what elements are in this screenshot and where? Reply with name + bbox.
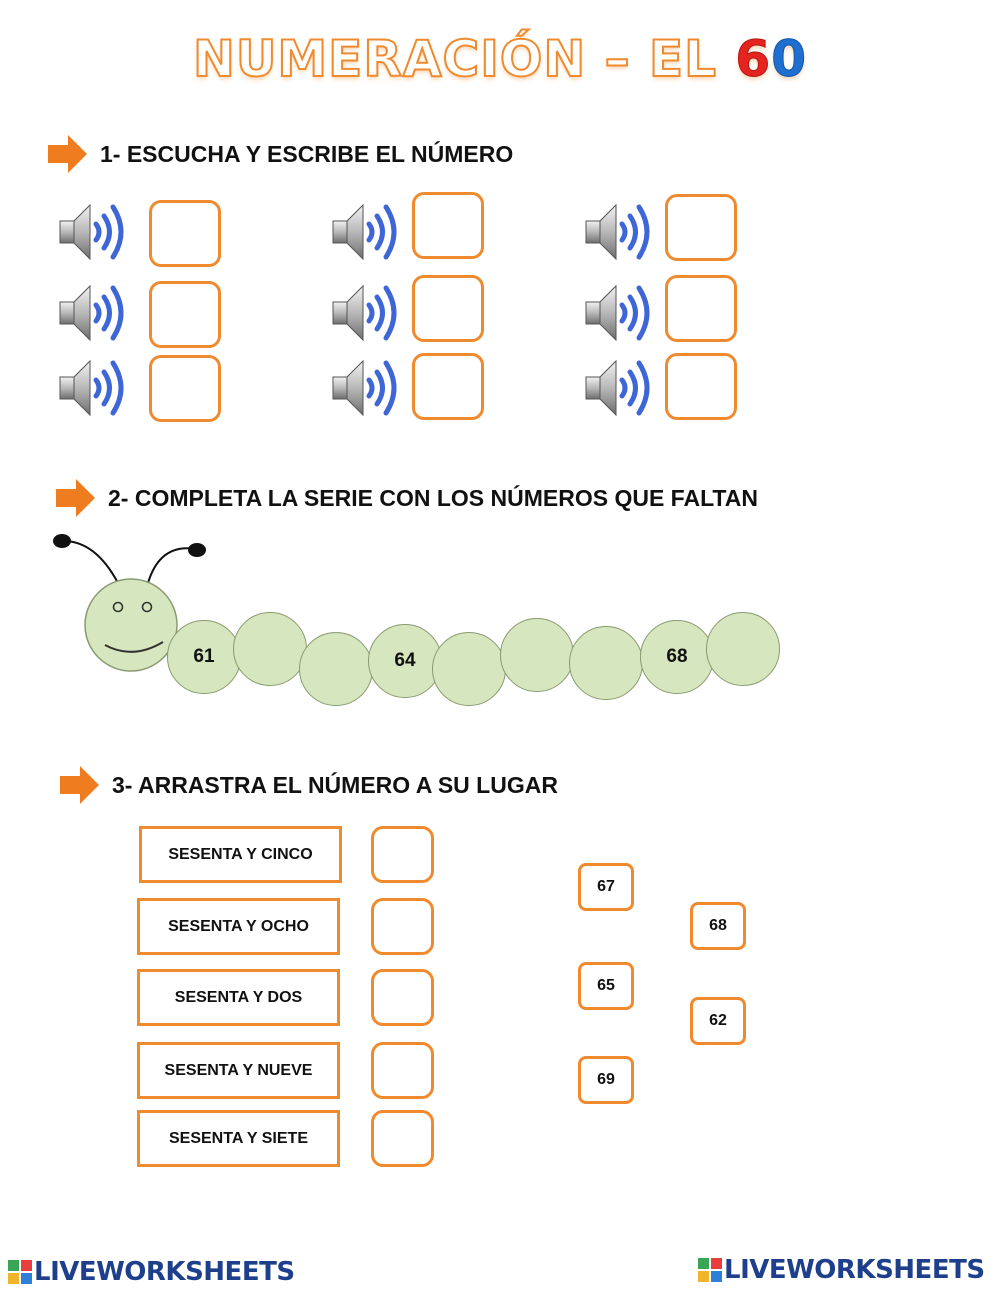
section1-heading (48, 134, 513, 174)
arrow-right-icon (60, 765, 100, 805)
word-card: SESENTA Y DOS (137, 969, 340, 1026)
liveworksheets-logo-left (8, 1256, 295, 1288)
antenna-tip (53, 534, 71, 548)
liveworksheets-logo-icon (8, 1260, 32, 1284)
liveworksheets-logo-right (698, 1254, 985, 1286)
series-cell[interactable]: 68 (640, 620, 714, 694)
series-cell[interactable] (233, 612, 307, 686)
speaker-icon[interactable] (56, 197, 136, 267)
speaker-icon[interactable] (329, 197, 409, 267)
word-card: SESENTA Y CINCO (139, 826, 342, 883)
series-cell[interactable] (706, 612, 780, 686)
drop-target[interactable] (371, 1042, 434, 1099)
section3-heading-text: 3- ARRASTRA EL NÚMERO A SU LUGAR (112, 771, 558, 798)
series-cell[interactable] (569, 626, 643, 700)
series-cell[interactable] (500, 618, 574, 692)
speaker-icon[interactable] (56, 278, 136, 348)
arrow-right-icon (56, 478, 96, 518)
answer-input[interactable] (665, 275, 737, 342)
brand-text: LIVEWORKSHEETS (724, 1255, 985, 1285)
draggable-number-tile[interactable]: 62 (690, 997, 746, 1045)
speaker-icon[interactable] (582, 278, 662, 348)
section3-heading (60, 765, 558, 805)
answer-input[interactable] (149, 281, 221, 348)
word-card: SESENTA Y NUEVE (137, 1042, 340, 1099)
liveworksheets-logo-icon (698, 1258, 722, 1282)
answer-input[interactable] (412, 275, 484, 342)
drop-target[interactable] (371, 826, 434, 883)
answer-input[interactable] (412, 192, 484, 259)
draggable-number-tile[interactable]: 68 (690, 902, 746, 950)
word-card: SESENTA Y SIETE (137, 1110, 340, 1167)
answer-input[interactable] (149, 200, 221, 267)
series-cell[interactable] (432, 632, 506, 706)
answer-input[interactable] (665, 194, 737, 261)
speaker-icon[interactable] (329, 278, 409, 348)
antenna-tip (188, 543, 206, 557)
page-title-digit-six: 6 (735, 30, 772, 88)
speaker-icon[interactable] (582, 197, 662, 267)
drop-target[interactable] (371, 969, 434, 1026)
series-cell[interactable]: 64 (368, 624, 442, 698)
word-card: SESENTA Y OCHO (137, 898, 340, 955)
caterpillar-series (0, 525, 1000, 725)
series-cell[interactable]: 61 (167, 620, 241, 694)
section2-heading (56, 478, 758, 518)
drop-target[interactable] (371, 898, 434, 955)
speaker-icon[interactable] (582, 353, 662, 423)
speaker-icon[interactable] (56, 353, 136, 423)
series-cell[interactable] (299, 632, 373, 706)
page-title-digit-zero: 0 (771, 30, 808, 88)
answer-input[interactable] (665, 353, 737, 420)
section1-heading-text: 1- ESCUCHA Y ESCRIBE EL NÚMERO (100, 140, 514, 167)
answer-input[interactable] (412, 353, 484, 420)
caterpillar-head (0, 525, 1000, 725)
head-circle (85, 579, 177, 671)
brand-text: LIVEWORKSHEETS (34, 1257, 295, 1287)
section2-heading-text: 2- COMPLETA LA SERIE CON LOS NÚMEROS QUE FALTAN (108, 484, 758, 511)
draggable-number-tile[interactable]: 65 (578, 962, 634, 1010)
draggable-number-tile[interactable]: 67 (578, 863, 634, 911)
drop-target[interactable] (371, 1110, 434, 1167)
draggable-number-tile[interactable]: 69 (578, 1056, 634, 1104)
answer-input[interactable] (149, 355, 221, 422)
page-title-text: NUMERACIÓN – EL (192, 30, 736, 88)
arrow-right-icon (48, 134, 88, 174)
page-title (0, 30, 1000, 88)
speaker-icon[interactable] (329, 353, 409, 423)
